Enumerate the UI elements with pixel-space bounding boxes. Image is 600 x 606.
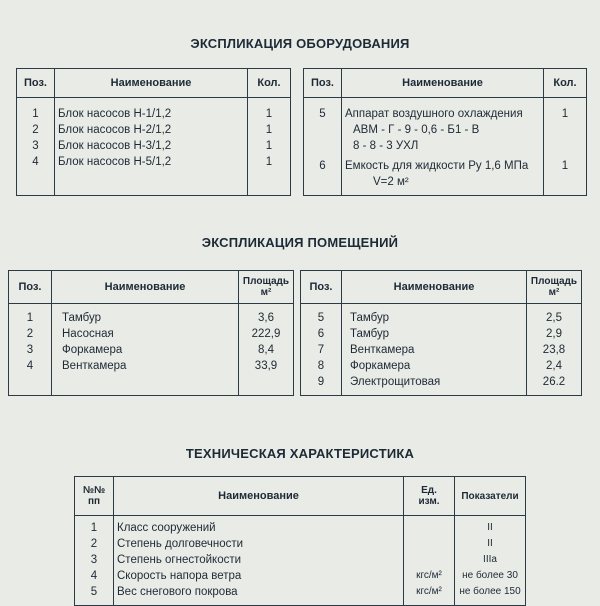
header-area-unit: м² — [548, 287, 560, 298]
table-cell: 1 — [265, 108, 273, 120]
header-name: Наименование — [55, 69, 248, 98]
table-cell: 5 — [90, 586, 98, 598]
header-area-label: Площадь — [530, 276, 578, 287]
table-cell: 5 — [317, 312, 325, 324]
table-cell: 2 — [90, 538, 98, 550]
table-cell: 5 — [319, 108, 326, 120]
header-area-label: Площадь — [242, 276, 290, 287]
header-unit-line1: Ед. — [421, 485, 437, 496]
rooms-table-left — [8, 270, 294, 396]
table-cell — [407, 520, 451, 536]
table-cell: Блок насосов Н-3/1,2 — [58, 140, 172, 152]
table-cell: 6 — [317, 328, 325, 340]
table-cell: Емкость для жидкости Ру 1,6 МПа — [345, 160, 529, 172]
table-cell: 9 — [317, 376, 325, 388]
table-cell: 3 — [26, 344, 34, 356]
table-cell: кгс/м² — [416, 586, 442, 597]
table-cell: Блок насосов Н-2/1,2 — [58, 124, 172, 136]
table-cell: 1 — [265, 124, 273, 136]
header-qty: Кол. — [248, 69, 291, 98]
table-cell: 2,4 — [546, 360, 562, 372]
header-pos: Поз. — [301, 271, 342, 304]
table-cell: IIIa — [483, 554, 497, 565]
table-cell: Насосная — [62, 328, 114, 340]
table-cell: 1 — [32, 108, 39, 120]
rooms-table-right — [300, 270, 582, 396]
table-cell — [407, 552, 451, 568]
table-cell: 2 — [26, 328, 34, 340]
table-cell: V=2 м² — [373, 176, 409, 188]
table-cell: 6 — [319, 160, 326, 172]
table-cell: 4 — [90, 570, 98, 582]
table-cell: 4 — [26, 360, 34, 372]
table-cell: Венткамера — [62, 360, 127, 372]
table-cell: 8,4 — [258, 344, 274, 356]
table-cell: 1 — [265, 156, 273, 168]
header-name: Наименование — [342, 69, 544, 98]
table-cell: Степень огнестойкости — [117, 554, 242, 566]
table-cell: не более 30 — [462, 570, 518, 581]
table-cell: АВМ - Г - 9 - 0,6 - Б1 - В — [353, 124, 480, 136]
table-cell: 1 — [561, 108, 569, 120]
table-cell: 1 — [561, 160, 569, 172]
header-num — [75, 477, 114, 516]
table-cell: II — [487, 538, 493, 549]
header-pos: Поз. — [304, 69, 342, 98]
table-cell: Электрощитовая — [350, 376, 441, 388]
table-cell: 1 — [265, 140, 273, 152]
equipment-title: ЭКСПЛИКАЦИЯ ОБОРУДОВАНИЯ — [190, 36, 410, 51]
table-cell: Класс сооружений — [117, 522, 216, 534]
header-unit-line2: изм. — [418, 496, 440, 507]
header-name: Наименование — [52, 271, 239, 304]
table-cell: Вес снегового покрова — [117, 586, 238, 598]
header-pos: Поз. — [9, 271, 52, 304]
table-cell: 7 — [317, 344, 325, 356]
table-cell: 3 — [32, 140, 39, 152]
header-num-line1: №№ — [82, 485, 106, 496]
table-cell: 1 — [26, 312, 34, 324]
table-cell: 1 — [90, 522, 98, 534]
table-cell: Венткамера — [350, 344, 415, 356]
table-cell: 26.2 — [542, 376, 566, 388]
rooms-title: ЭКСПЛИКАЦИЯ ПОМЕЩЕНИЙ — [201, 235, 399, 250]
table-cell: 8 — [317, 360, 325, 372]
header-value: Показатели — [455, 477, 526, 516]
table-cell: 3,6 — [258, 312, 274, 324]
table-cell: Скорость напора ветра — [117, 570, 242, 582]
table-cell: 2,5 — [546, 312, 562, 324]
table-cell: 2,9 — [546, 328, 562, 340]
table-cell: Форкамера — [350, 360, 411, 372]
table-cell: кгс/м² — [416, 570, 442, 581]
table-cell: 23,8 — [542, 344, 566, 356]
header-name: Наименование — [114, 477, 404, 516]
header-qty: Кол. — [544, 69, 587, 98]
equipment-table-left — [16, 68, 291, 196]
header-area — [527, 271, 582, 304]
table-cell: Блок насосов Н-5/1,2 — [58, 156, 172, 168]
tech-title: ТЕХНИЧЕСКАЯ ХАРАКТЕРИСТИКА — [185, 446, 415, 461]
table-cell: 2 — [32, 124, 39, 136]
table-cell — [407, 536, 451, 552]
table-cell: II — [487, 522, 493, 533]
table-cell: 8 - 8 - 3 УХЛ — [353, 140, 419, 152]
table-cell: 3 — [90, 554, 98, 566]
table-cell: Тамбур — [350, 328, 390, 340]
header-pos: Поз. — [17, 69, 55, 98]
header-num-line2: пп — [87, 496, 101, 507]
header-area-unit: м² — [260, 287, 272, 298]
table-cell: Степень долговечности — [117, 538, 244, 550]
header-unit — [404, 477, 455, 516]
table-cell: Тамбур — [62, 312, 102, 324]
table-cell: 33,9 — [254, 360, 278, 372]
table-cell: Блок насосов Н-1/1,2 — [58, 108, 172, 120]
tech-table — [74, 476, 526, 606]
table-cell: 222,9 — [251, 328, 281, 340]
table-cell: 4 — [32, 156, 39, 168]
header-area — [239, 271, 294, 304]
equipment-table-right — [303, 68, 587, 196]
table-cell: Аппарат воздушного охлаждения — [345, 108, 523, 120]
table-cell: не более 150 — [459, 586, 521, 597]
header-name: Наименование — [342, 271, 527, 304]
table-cell: Форкамера — [62, 344, 123, 356]
table-cell: Тамбур — [350, 312, 390, 324]
